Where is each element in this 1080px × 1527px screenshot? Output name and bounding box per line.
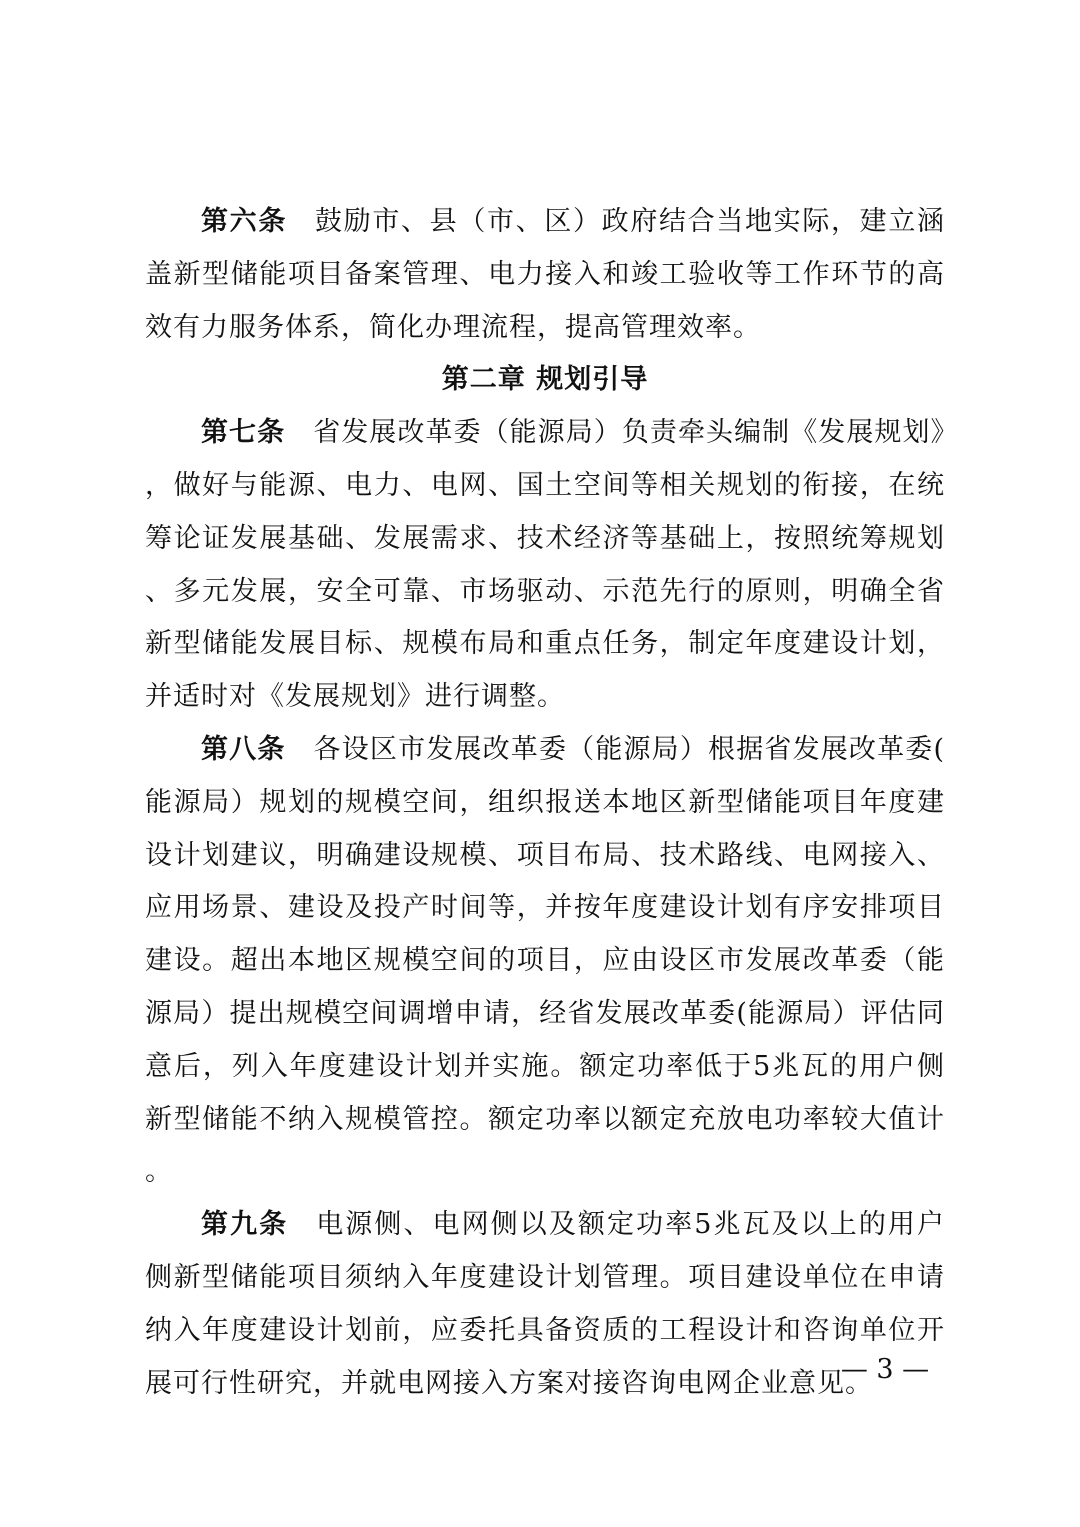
article-8	[145, 724, 945, 1199]
article-title: 第九条	[201, 1209, 289, 1241]
article-text: 鼓励市、县（市、区）政府结合当地实际，建立涵盖新型储能项目备案管理、电力接入和竣工验收等工作环节的高效有力服务体系，简化办理流程，提高管理效率。	[145, 206, 945, 343]
article-title: 第八条	[201, 733, 286, 765]
article-6	[145, 196, 945, 354]
document-body	[145, 196, 945, 1410]
chapter-heading: 第二章 规划引导	[441, 364, 649, 396]
article-title: 第六条	[201, 206, 287, 237]
article-text: 省发展改革委（能源局）负责牵头编制《发展规划》，做好与能源、电力、电网、国土空间等相关规划的衔接，在统筹论证发展基础、发展需求、技术经济等基础上，按照统筹规划、多元发展，安全可靠、市场驱动、示范先行的原则，明确全省新型储能发展目标、规模布局和重点任务，制定年度建设计划，并适时对《发展规划》进行调整。	[145, 417, 946, 713]
article-text: 电源侧、电网侧以及额定功率5兆瓦及以上的用户侧新型储能项目须纳入年度建设计划管理。项目建设单位在申请纳入年度建设计划前，应委托具备资质的工程设计和咨询单位开展可行性研究，并就电网接入方案对接咨询电网企业意见。	[145, 1209, 945, 1399]
page-number: — 3 —	[840, 1354, 930, 1385]
article-title: 第七条	[201, 417, 286, 449]
article-7	[145, 407, 945, 724]
article-text: 各设区市发展改革委（能源局）根据省发展改革委(能源局）规划的规模空间，组织报送本地区新型储能项目年度建设计划建议，明确建设规模、项目布局、技术路线、电网接入、应用场景、建设及投产时间等，并按年度建设计划有序安排项目建设。超出本地区规模空间的项目，应由设区市发展改革委（能源局）提出规模空间调增申请，经省发展改革委(能源局）评估同意后，列入年度建设计划并实施。额定功率低于5兆瓦的用户侧新型储能不纳入规模管控。额定功率以额定充放电功率较大值计。	[145, 733, 945, 1188]
